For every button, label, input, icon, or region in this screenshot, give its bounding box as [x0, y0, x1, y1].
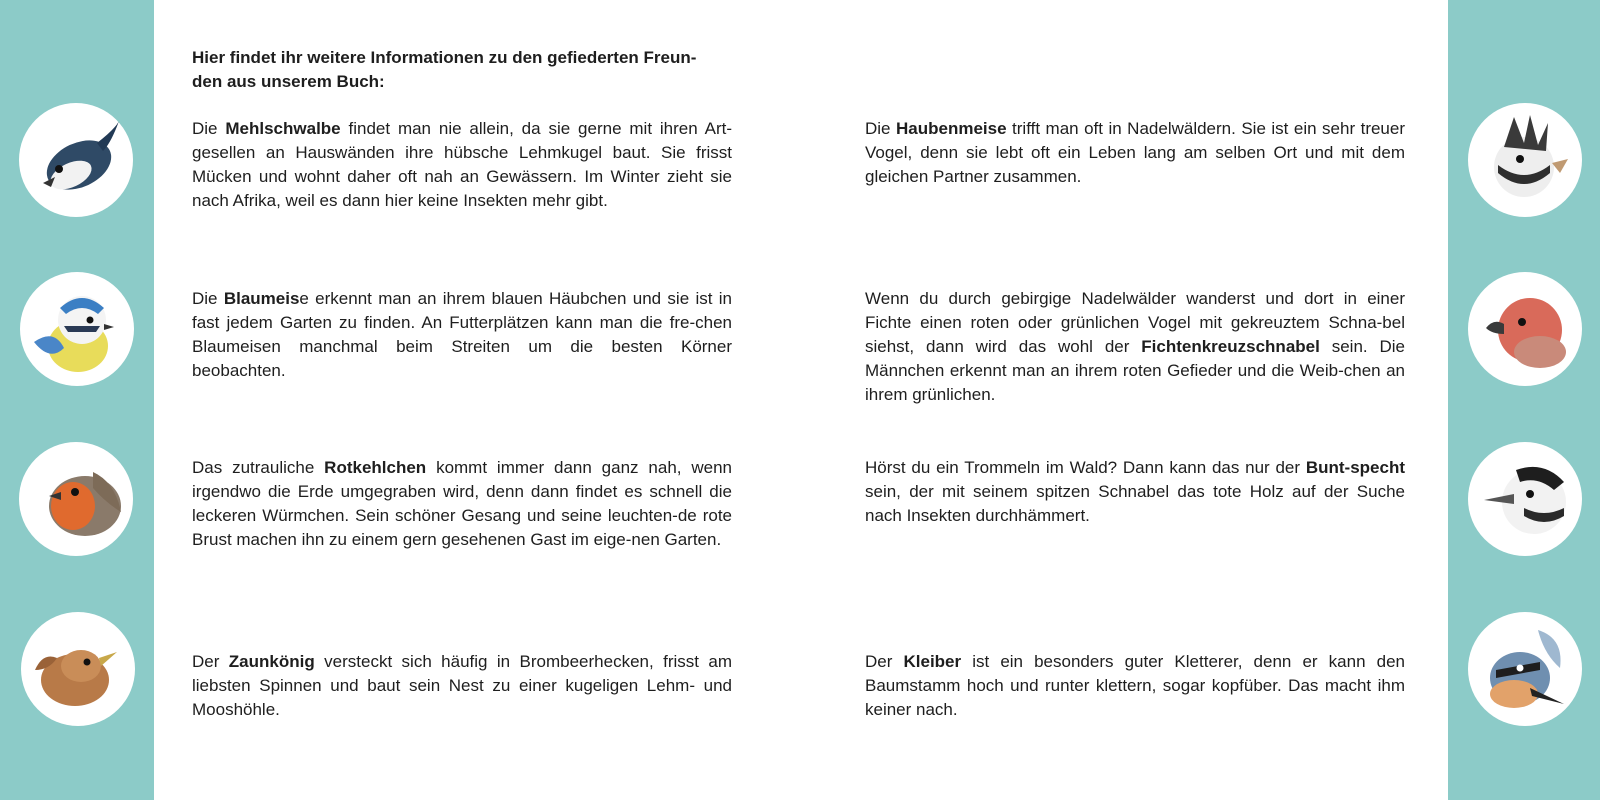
paragraph-text: findet man nie allein, da sie gerne mit ihren Art-gesellen an Hauswänden ihre hübsche Lehmkugel baut. Sie frisst Mücken und wohnt daher oft nah an Gewässern. Im Winter zieht sie nach Afrika, weil es dann hier keine Insekten mehr gibt. [192, 119, 732, 210]
blue-tit-icon [20, 272, 134, 386]
paragraph-rotkehlchen [192, 456, 732, 552]
crossbill-icon [1468, 272, 1582, 386]
bird-name: Zaunkönig [228, 652, 315, 671]
bird-name: Bunt-specht [1305, 458, 1405, 477]
woodpecker-icon [1468, 442, 1582, 556]
nuthatch-icon [1468, 612, 1582, 726]
paragraph-text: Die [192, 289, 224, 308]
paragraph-haubenmeise [865, 117, 1405, 189]
paragraph-text: Hörst du ein Trommeln im Wald? Dann kann das nur der [865, 458, 1306, 477]
paragraph-mehlschwalbe [192, 117, 732, 213]
paragraph-text: ist ein besonders guter Kletterer, denn er kann den Baumstamm hoch und runter klettern, sogar kopfüber. Das macht ihm keiner nach. [865, 652, 1405, 719]
paragraph-text: trifft man oft in Nadelwäldern. Sie ist ein sehr treuer Vogel, denn sie lebt oft ein Leben lang am selben Ort und mit dem gleichen Partner zusammen. [865, 119, 1405, 186]
bird-name: Mehlschwalbe [225, 119, 341, 138]
paragraph-text: Der [192, 652, 229, 671]
bird-name: Kleiber [903, 652, 962, 671]
bird-name: Fichtenkreuzschnabel [1141, 337, 1320, 356]
crested-tit-icon [1468, 103, 1582, 217]
bird-name: Blaumeis [223, 289, 300, 308]
paragraph-text: Die [192, 119, 226, 138]
paragraph-fichtenkreuzschnabel [865, 287, 1405, 407]
bird-name: Rotkehlchen [324, 458, 427, 477]
wren-icon [21, 612, 135, 726]
house-martin-icon [19, 103, 133, 217]
paragraph-text: sein, der mit seinem spitzen Schnabel das tote Holz auf der Suche nach Insekten durchhämmert. [865, 482, 1405, 525]
intro-heading [192, 46, 732, 94]
paragraph-blaumeise [192, 287, 732, 383]
paragraph-zaunkoenig [192, 650, 732, 722]
bird-name: Haubenmeise [896, 119, 1007, 138]
left-sidebar [0, 0, 154, 800]
paragraph-text: e erkennt man an ihrem blauen Häubchen und sie ist in fast jedem Garten zu finden. An Futterplätzen kann man die fre-chen Blaumeisen manchmal beim Streiten um die besten Körner beobachten. [192, 289, 733, 380]
robin-icon [19, 442, 133, 556]
paragraph-text: kommt immer dann ganz nah, wenn irgendwo die Erde umgegraben wird, denn dann findet es schnell die leckeren Würmchen. Sein schöner Gesang und seine leuchten-de rote Brust machen ihn zu einem gern gesehenen Gast im eige-nen Garten. [192, 458, 732, 549]
paragraph-buntspecht [865, 456, 1405, 528]
paragraph-text: sein. Die Männchen erkennt man an ihrem roten Gefieder und die Weib-chen an ihrem grünlichen. [865, 337, 1405, 404]
paragraph-text: Das zutrauliche [192, 458, 325, 477]
paragraph-text: Wenn du durch gebirgige Nadelwälder wanderst und dort in einer Fichte einen roten oder grünlichen Vogel mit gekreuztem Schna-bel siehst, dann wird das wohl der [865, 289, 1405, 356]
paragraph-text: versteckt sich häufig in Brombeerhecken, frisst am liebsten Spinnen und baut sein Nest zu einer kugeligen Lehm- und Mooshöhle. [192, 652, 732, 719]
intro-line-1: Hier findet ihr weitere Informationen zu den gefiederten Freun- [192, 48, 697, 67]
paragraph-text: Die [865, 119, 896, 138]
intro-line-2: den aus unserem Buch: [192, 72, 385, 91]
right-sidebar [1448, 0, 1600, 800]
paragraph-text: Der [865, 652, 904, 671]
paragraph-kleiber [865, 650, 1405, 722]
